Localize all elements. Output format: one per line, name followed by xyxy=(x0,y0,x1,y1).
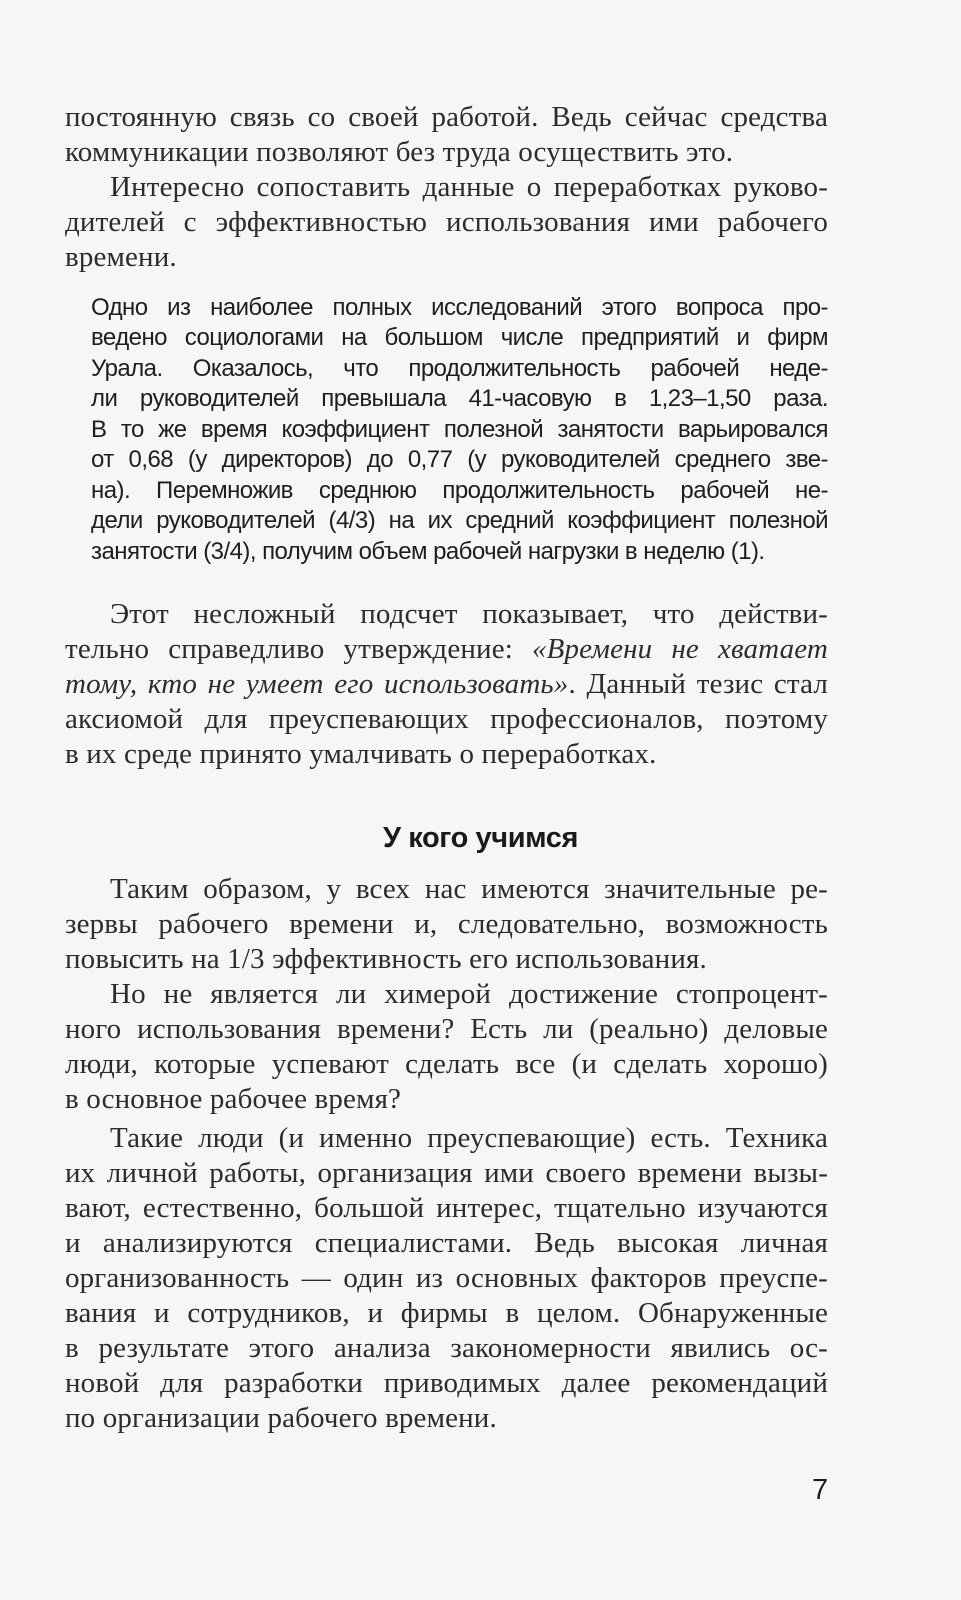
text-line: Но не является ли химерой достижение стопроцент- xyxy=(110,978,828,1010)
section-heading: У кого учимся xyxy=(382,822,579,854)
text-line: Одно из наиболее полных исследований этого вопроса про- xyxy=(91,294,828,321)
text-line: вания и сотрудников, и фирмы в целом. Обнаруженные xyxy=(65,1297,828,1329)
text-line: их личной работы, организация ими своего времени вызы- xyxy=(65,1157,828,1189)
text-line: В то же время коэффициент полезной занятости варьировался xyxy=(91,416,828,443)
text-line: в их среде принято умалчивать о переработках. xyxy=(65,738,657,770)
text-line: дели руководителей (4/3) на их средний коэффициент полезной xyxy=(91,507,828,534)
text-line: ли руководителей превышала 41-часовую в 1,23–1,50 раза. xyxy=(91,385,828,412)
text-line xyxy=(65,667,828,702)
quote-fragment: тому, кто не умеет его использовать» xyxy=(65,668,569,700)
text-line: занятости (3/4), получим объем рабочей нагрузки в неделю (1). xyxy=(91,538,765,565)
text-line: люди, которые успевают сделать все (и сделать хорошо) xyxy=(65,1048,828,1080)
text-line: повысить на 1/3 эффективность его использования. xyxy=(65,943,707,975)
text-line: в основное рабочее время? xyxy=(65,1083,402,1115)
text-line: времени. xyxy=(65,241,177,273)
text-line: организованность — один из основных факторов преуспе- xyxy=(65,1262,828,1294)
text-line: новой для разработки приводимых далее рекомендаций xyxy=(65,1367,828,1399)
text-line: зервы рабочего времени и, следовательно, возможность xyxy=(65,908,828,940)
text-line: ного использования времени? Есть ли (реально) деловые xyxy=(65,1013,828,1045)
text-line: Урала. Оказалось, что продолжительность рабочей неде- xyxy=(91,355,828,382)
text-line: по организации рабочего времени. xyxy=(65,1402,497,1434)
text-line: и анализируются специалистами. Ведь высокая личная xyxy=(65,1227,828,1259)
text-line: ведено социологами на большом числе предприятий и фирм xyxy=(91,324,828,351)
text-segment: тельно справедливо утверждение: xyxy=(65,633,532,665)
page-number: 7 xyxy=(812,1474,829,1506)
text-line: от 0,68 (у директоров) до 0,77 (у руководителей среднего зве- xyxy=(91,446,828,473)
text-line xyxy=(65,632,828,667)
text-line: постоянную связь со своей работой. Ведь сейчас средства xyxy=(65,101,828,133)
text-line: аксиомой для преуспевающих профессионалов, поэтому xyxy=(65,703,828,735)
text-line: Интересно сопоставить данные о переработках руково- xyxy=(110,171,828,203)
text-line: вают, естественно, большой интерес, тщательно изучаются xyxy=(65,1192,828,1224)
text-line: в результате этого анализа закономерности явились ос- xyxy=(65,1332,828,1364)
quote-fragment: «Времени не хватает xyxy=(531,633,828,665)
text-line: коммуникации позволяют без труда осуществить это. xyxy=(65,136,734,168)
text-line: Такие люди (и именно преуспевающие) есть. Техника xyxy=(110,1122,828,1154)
text-line: Таким образом, у всех нас имеются значительные ре- xyxy=(110,873,828,905)
text-line: на). Перемножив среднюю продолжительность рабочей не- xyxy=(91,477,828,504)
text-line: дителей с эффективностью использования ими рабочего xyxy=(65,206,828,238)
text-line: Этот несложный подсчет показывает, что действи- xyxy=(110,598,828,630)
text-segment: . Данный тезис стал xyxy=(568,668,828,700)
